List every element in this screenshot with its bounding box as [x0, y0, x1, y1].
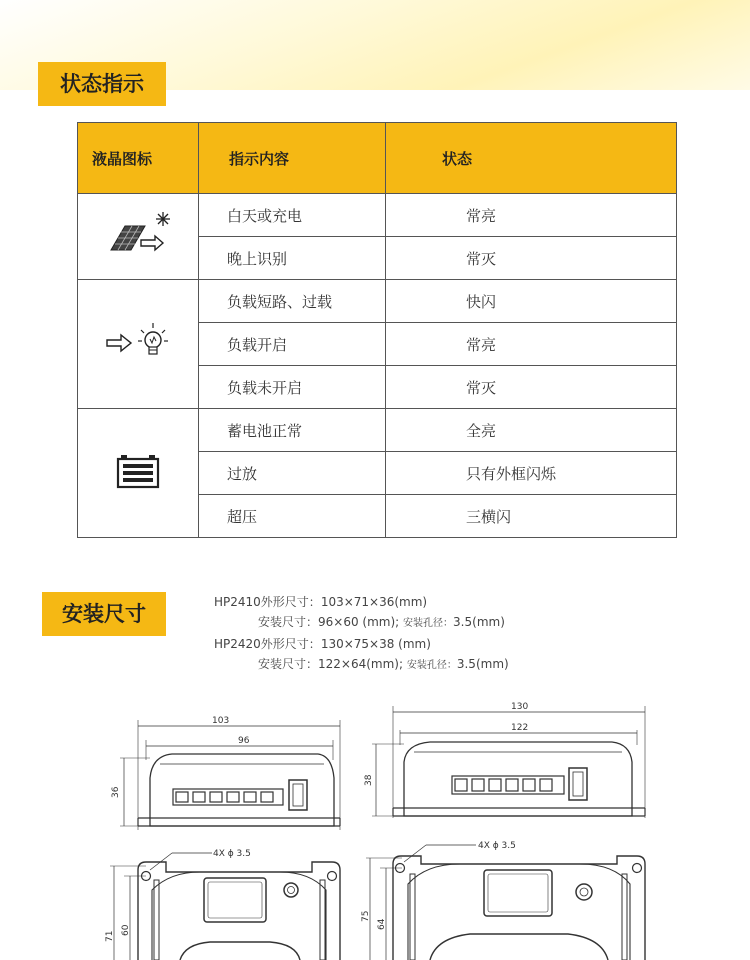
- indication-cell: 白天或充电: [199, 194, 386, 237]
- indication-cell: 蓄电池正常: [199, 409, 386, 452]
- install-specs: [214, 592, 509, 676]
- drawing-left-labels: [105, 716, 251, 942]
- state-cell: 常灭: [386, 366, 677, 409]
- battery-icon: [78, 409, 199, 538]
- table-header-row: [78, 123, 677, 194]
- header-lcd-icon: 液晶图标: [78, 123, 199, 194]
- indication-cell: 超压: [199, 495, 386, 538]
- state-cell: 常灭: [386, 237, 677, 280]
- indication-cell: 负载开启: [199, 323, 386, 366]
- dimension-drawings: [0, 690, 750, 960]
- state-cell: 快闪: [386, 280, 677, 323]
- state-cell: 全亮: [386, 409, 677, 452]
- dim-mount-width: 122: [511, 723, 529, 733]
- spec-line-3: HP2420外形尺寸：130×75×38 (mm): [214, 637, 431, 651]
- dim-height: 36: [111, 786, 121, 798]
- dim-height: 38: [364, 774, 374, 786]
- install-section-title: 安装尺寸: [42, 592, 166, 636]
- indication-cell: 负载短路、过载: [199, 280, 386, 323]
- spec-line-2: 安装尺寸：96×60 (mm); 安装孔径：3.5(mm): [258, 615, 505, 629]
- header-state: 状态: [386, 123, 677, 194]
- indication-cell: 负载未开启: [199, 366, 386, 409]
- hole-note: 4X ϕ 3.5: [213, 849, 251, 859]
- table-row: [78, 194, 677, 237]
- table-row: [78, 409, 677, 452]
- state-cell: 只有外框闪烁: [386, 452, 677, 495]
- indication-cell: 晚上识别: [199, 237, 386, 280]
- dim-mount-length: 60: [121, 924, 131, 936]
- dim-overall-length: 75: [361, 910, 371, 922]
- table-row: [78, 280, 677, 323]
- dim-mount-length: 64: [377, 918, 387, 930]
- arrow-lightbulb-icon: [78, 280, 199, 409]
- header-indication: 指示内容: [199, 123, 386, 194]
- dim-overall-length: 71: [105, 930, 115, 942]
- spec-line-1: HP2410外形尺寸：103×71×36(mm): [214, 595, 428, 609]
- hole-note: 4X ϕ 3.5: [478, 841, 516, 851]
- drawing-left: [110, 720, 340, 960]
- dim-overall-width: 130: [511, 702, 529, 712]
- spec-line-4: 安装尺寸：122×64(mm); 安装孔径：3.5(mm): [258, 657, 509, 671]
- status-table: [77, 122, 677, 538]
- solar-panel-arrow-sun-icon: [78, 194, 199, 280]
- dim-mount-width: 96: [238, 736, 250, 746]
- state-cell: 常亮: [386, 323, 677, 366]
- dim-overall-width: 103: [212, 716, 230, 726]
- state-cell: 常亮: [386, 194, 677, 237]
- indication-cell: 过放: [199, 452, 386, 495]
- drawing-right: [366, 706, 645, 960]
- status-section-title: 状态指示: [38, 62, 166, 106]
- state-cell: 三横闪: [386, 495, 677, 538]
